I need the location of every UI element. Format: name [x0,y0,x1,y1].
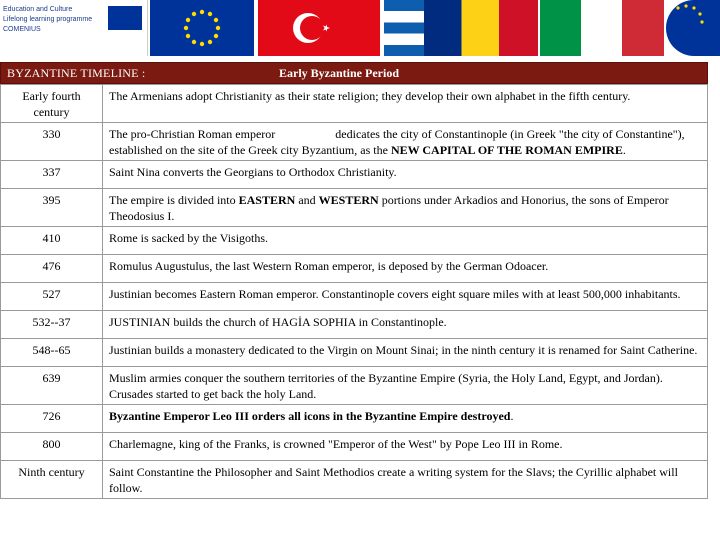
event-text: The empire is divided into [109,193,239,207]
table-row [1,189,708,227]
logo-line-3: COMENIUS [3,26,41,33]
row-date: 395 [1,189,103,227]
table-row [1,85,708,123]
table-row [1,461,708,499]
row-event: Saint Constantine the Philosopher and Saint Methodios create a writing system for the Slavs; the Cyrillic alphabet will follow. [103,461,708,499]
row-date: 532--37 [1,311,103,339]
event-text: and [295,193,319,207]
row-date: 726 [1,405,103,433]
table-row [1,123,708,161]
table-row [1,339,708,367]
row-date: Ninth century [1,461,103,499]
row-date: 800 [1,433,103,461]
event-bold: Byzantine Emperor Leo III orders all icons in the Byzantine Empire destroyed [109,409,511,423]
eu-flag-icon-2 [666,0,720,56]
row-date: 548--65 [1,339,103,367]
row-date: 476 [1,255,103,283]
table-row [1,405,708,433]
greece-flag-icon [384,0,424,56]
event-bold: NEW CAPITAL OF THE ROMAN EMPIRE [390,143,623,157]
comenius-logo [0,0,148,56]
row-event: Romulus Augustulus, the last Western Roman emperor, is deposed by the German Odoacer. [103,255,708,283]
row-event [103,189,708,227]
row-event [103,405,708,433]
crescent-star-icon [258,0,380,56]
event-text: . [510,409,514,423]
row-event: Rome is sacked by the Visigoths. [103,227,708,255]
row-event: Justinian becomes Eastern Roman emperor. Constantinople covers eight square miles with at least 500,000 inhabitants. [103,283,708,311]
row-event: JUSTINIAN builds the church of HAGİA SOPHIA in Constantinople. [103,311,708,339]
row-date: Early fourth century [1,85,103,123]
banner [0,0,720,60]
row-date: 639 [1,367,103,405]
table-row [1,227,708,255]
eu-flag-icon [150,0,254,56]
timeline-label: BYZANTINE TIMELINE : [7,66,146,80]
logo-line-1: Education and Culture [3,6,73,13]
row-date: 330 [1,123,103,161]
row-event [103,123,708,161]
event-bold: EASTERN [238,193,296,207]
table-row [1,311,708,339]
row-date: 527 [1,283,103,311]
table-row [1,433,708,461]
logo-line-2: Lifelong learning programme [3,16,93,23]
title-bar [0,62,708,84]
event-bold: WESTERN [318,193,379,207]
eu-stars-icon-2 [666,0,720,56]
event-text: dedicates the city of Constantinople (in Greek "the city of Constantine"), established on the site of the Greek city Byzantium, as the [109,127,685,157]
row-date: 410 [1,227,103,255]
italy-flag-icon [540,0,664,56]
row-event: Saint Nina converts the Georgians to Orthodox Christianity. [103,161,708,189]
period-label: Early Byzantine Period [279,66,399,80]
row-event: Muslim armies conquer the southern territories of the Byzantine Empire (Syria, the Holy Land, Egypt, and Jordan). Crusades started to get back the holy Land. [103,367,708,405]
table-row [1,367,708,405]
table-row [1,283,708,311]
event-text: portions under Arkadios and Honorius, the sons of Emperor Theodosius I. [109,193,669,223]
row-date: 337 [1,161,103,189]
row-event: Charlemagne, king of the Franks, is crowned "Emperor of the West" by Pope Leo III in Rome. [103,433,708,461]
eu-stars-icon [150,0,254,56]
table-row [1,161,708,189]
event-text: . [622,143,626,157]
turkey-flag-icon [258,0,380,56]
romania-flag-icon [424,0,538,56]
table-row [1,255,708,283]
row-event: Justinian builds a monastery dedicated to the Virgin on Mount Sinai; in the ninth century it is renamed for Saint Catherine. [103,339,708,367]
eu-logo-icon [108,6,142,30]
event-gap [275,127,335,141]
event-text: The pro-Christian Roman emperor [109,127,276,141]
timeline-table [0,84,708,499]
row-event: The Armenians adopt Christianity as their state religion; they develop their own alphabet in the fifth century. [103,85,708,123]
